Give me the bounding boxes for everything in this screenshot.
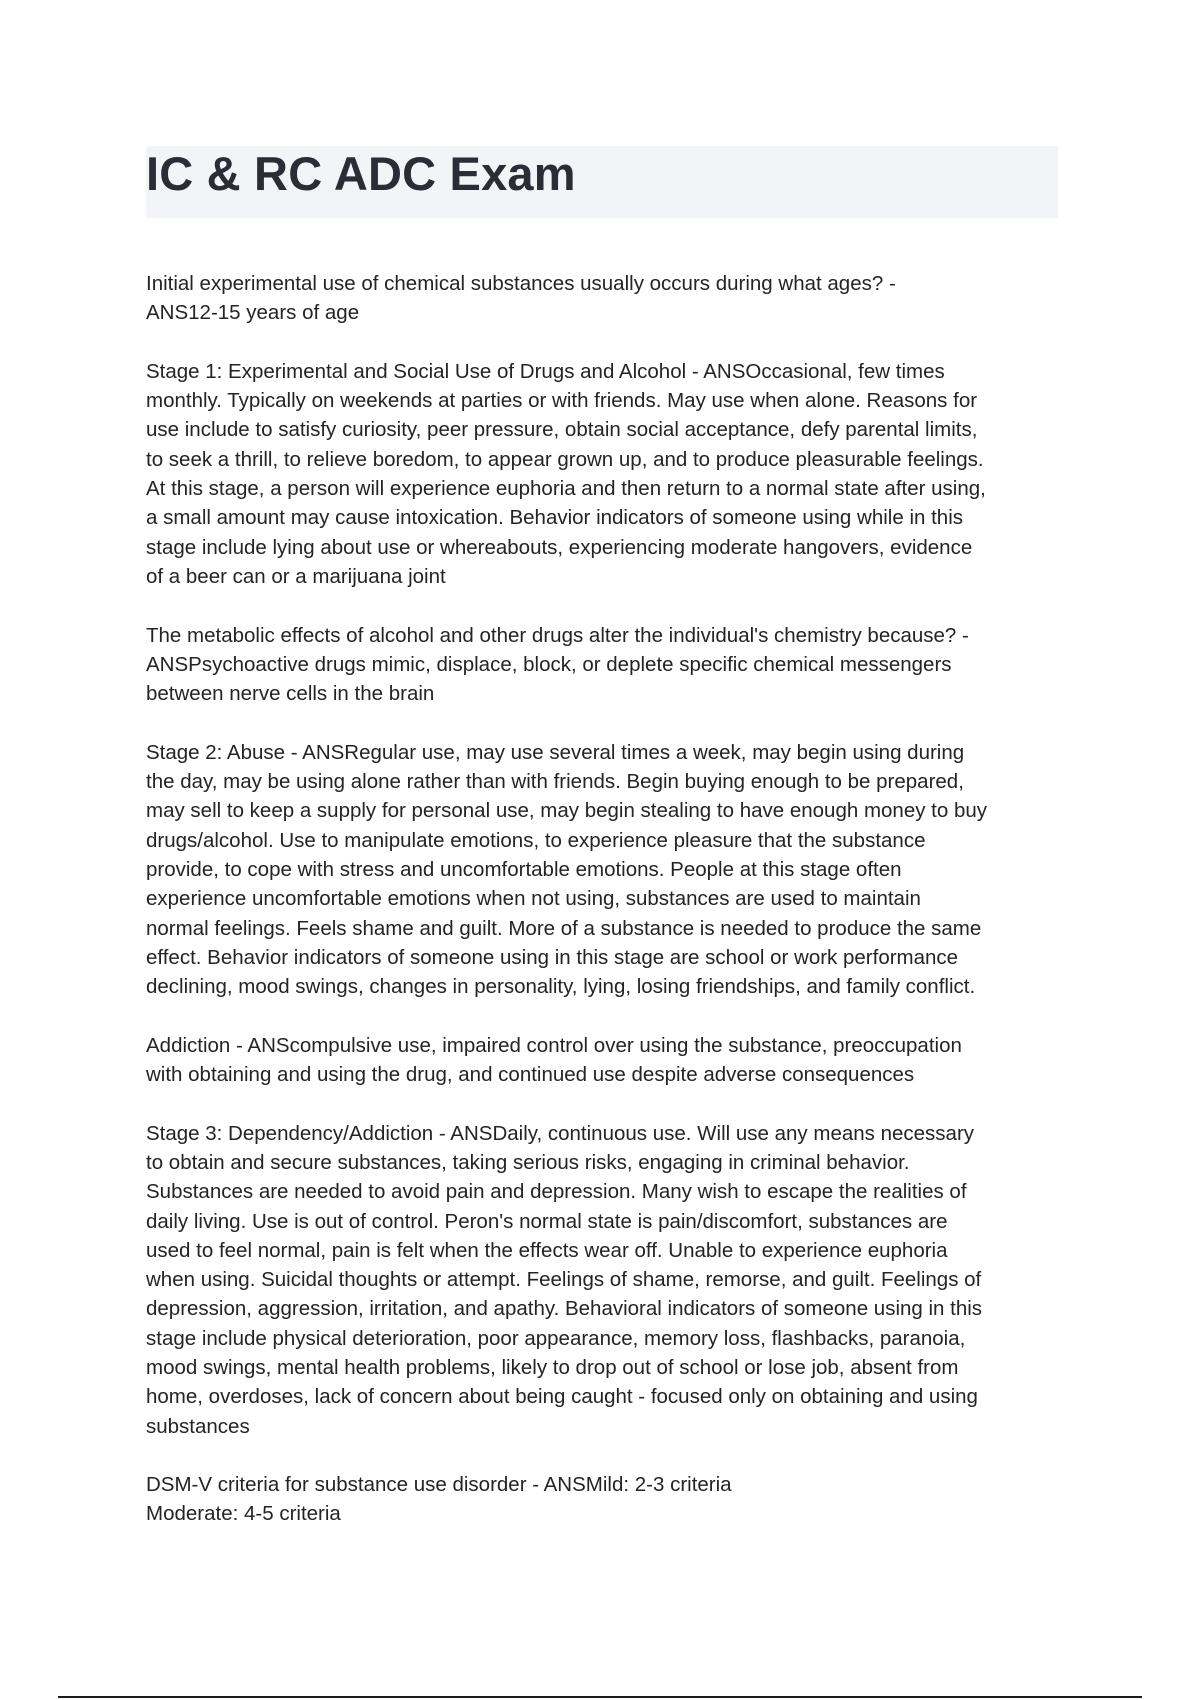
text-line: provide, to cope with stress and uncomfortable emotions. People at this stage often [146,857,902,881]
qa-entry-addiction [146,1031,1066,1090]
qa-entry-stage-3 [146,1119,1066,1441]
text-line: a small amount may cause intoxication. Behavior indicators of someone using while in this [146,506,963,530]
text-line: between nerve cells in the brain [146,682,435,706]
document-body [146,269,1066,1558]
text-line: stage include physical deterioration, poor appearance, memory loss, flashbacks, paranoia, [146,1326,966,1350]
text-line: when using. Suicidal thoughts or attempt. Feelings of shame, remorse, and guilt. Feelings of [146,1268,982,1292]
text-line: depression, aggression, irritation, and apathy. Behavioral indicators of someone using in this [146,1297,983,1321]
text-line: mood swings, mental health problems, likely to drop out of school or lose job, absent from [146,1355,959,1379]
text-line: DSM-V criteria for substance use disorder - ANSMild: 2-3 criteria [146,1473,732,1497]
qa-entry-stage-2 [146,738,1066,1002]
text-line: stage include lying about use or whereabouts, experiencing moderate hangovers, evidence [146,535,973,559]
text-line: substances [146,1414,250,1438]
text-line: Stage 1: Experimental and Social Use of Drugs and Alcohol - ANSOccasional, few times [146,359,945,383]
text-line: normal feelings. Feels shame and guilt. More of a substance is needed to produce the same [146,916,982,940]
text-line: Initial experimental use of chemical substances usually occurs during what ages? - [146,272,896,295]
text-line: Substances are needed to avoid pain and depression. Many wish to escape the realities of [146,1180,967,1204]
text-line: of a beer can or a marijuana joint [146,564,446,588]
text-line: At this stage, a person will experience euphoria and then return to a normal state after using, [146,477,986,501]
text-line: effect. Behavior indicators of someone using in this stage are school or work performance [146,945,959,969]
text-line: Addiction - ANScompulsive use, impaired control over using the substance, preoccupation [146,1033,962,1057]
text-line: Moderate: 4-5 criteria [146,1502,341,1526]
text-line: to seek a thrill, to relieve boredom, to appear grown up, and to produce pleasurable feelings. [146,447,984,471]
text-line: ANS12-15 years of age [146,301,360,325]
text-line: to obtain and secure substances, taking serious risks, engaging in criminal behavior. [146,1150,910,1174]
text-line: daily living. Use is out of control. Peron's normal state is pain/discomfort, substances are [146,1209,948,1233]
qa-entry-metabolic-effects [146,621,1066,709]
text-line: declining, mood swings, changes in personality, lying, losing friendships, and family conflict. [146,975,976,999]
text-line: Stage 2: Abuse - ANSRegular use, may use several times a week, may begin using during [146,740,965,764]
text-line: The metabolic effects of alcohol and other drugs alter the individual's chemistry because? - [146,623,969,647]
text-line: drugs/alcohol. Use to manipulate emotions, to experience pleasure that the substance [146,828,926,852]
text-line: Stage 3: Dependency/Addiction - ANSDaily, continuous use. Will use any means necessary [146,1121,975,1145]
text-line: may sell to keep a supply for personal use, may begin stealing to have enough money to buy [146,799,988,823]
text-line: experience uncomfortable emotions when not using, substances are used to maintain [146,887,921,911]
text-line: with obtaining and using the drug, and continued use despite adverse consequences [146,1063,915,1087]
text-line: used to feel normal, pain is felt when the effects wear off. Unable to experience euphoria [146,1238,948,1262]
page-title: IC & RC ADC Exam [146,147,576,200]
text-line: the day, may be using alone rather than with friends. Begin buying enough to be prepared, [146,770,964,794]
qa-entry-age-of-first-use [146,269,1066,328]
text-line: monthly. Typically on weekends at parties or with friends. May use when alone. Reasons for [146,389,978,413]
qa-entry-stage-1 [146,357,1066,591]
qa-entry-dsm-v-criteria [146,1470,1066,1529]
text-line: ANSPsychoactive drugs mimic, displace, block, or deplete specific chemical messengers [146,652,952,676]
text-line: home, overdoses, lack of concern about being caught - focused only on obtaining and using [146,1385,978,1409]
page-bottom-rule [58,1696,1142,1698]
text-line: use include to satisfy curiosity, peer pressure, obtain social acceptance, defy parental limits, [146,418,978,442]
